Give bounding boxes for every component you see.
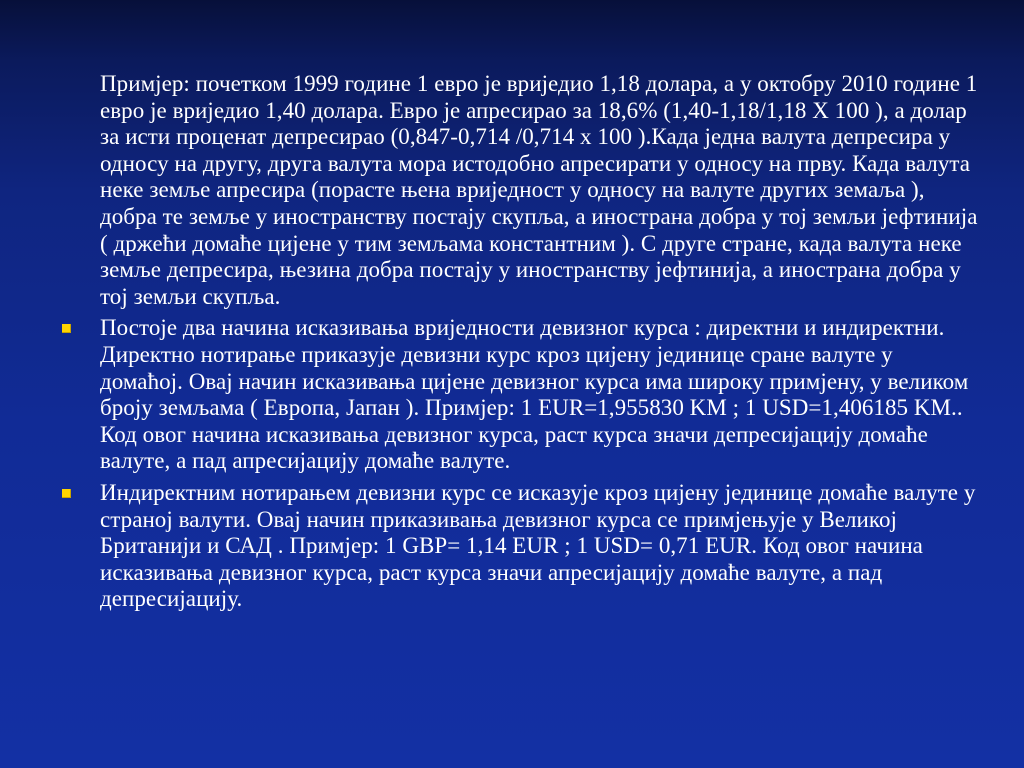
slide-body (100, 71, 980, 613)
bullet-item (100, 315, 980, 475)
intro-paragraph (100, 71, 980, 310)
bullet-item (100, 480, 980, 613)
square-bullet-icon (62, 489, 71, 498)
bullet-text: Постоје два начина исказивања вриједности девизног курса : директни и индиректни. Директно нотирање приказује девизни курс кроз цијену јединице сране валуте у домаћој. Овај начин исказивања цијене девизног курса има широку примјену, у великом броју земљама ( Европа, Јапан ). Примјер: 1 EUR=1,955830 KM ; 1 USD=1,406185 KM.. Код овог начина исказивања девизног курса, раст курса значи депресијацију домаће валуте, а пад апресијацију домаће валуте. (100, 315, 969, 474)
square-bullet-icon (62, 324, 71, 333)
bullet-text: Индиректним нотирањем девизни курс се исказује кроз цијену јединице домаће валуте у страној валути. Овај начин приказивања девизног курса се примјењује у Великој Британији и САД . Примјер: 1 GBP= 1,14 EUR ; 1 USD= 0,71 EUR. Код овог начина исказивања девизног курса, раст курса значи апресијацију домаће валуте, а пад депресијацију. (100, 479, 976, 612)
intro-paragraph-text: Примјер: почетком 1999 године 1 евро је вриједио 1,18 долара, а у октобру 2010 године 1 евро је вриједио 1,40 долара. Евро је апресирао за 18,6% (1,40-1,18/1,18 X 100 ), а долар за исти проценат депресирао (0,847-0,714 /0,714 x 100 ).Када једна валута депресира у односу на другу, друга валута мора истодобно апресирати у односу на прву. Када валута неке земље апресира (порасте њена вриједност у односу на валуте других земаља ), добра те земље у иностранству постају скупља, а иностранa добра у тој земљи јефтинија ( држећи домаће цијене у тим земљама константним ). С друге стране, када валута неке земље депресира, њезина добра постају у иностранству јефтинија, а иностранa добра у тој земљи скупља. (100, 71, 978, 309)
